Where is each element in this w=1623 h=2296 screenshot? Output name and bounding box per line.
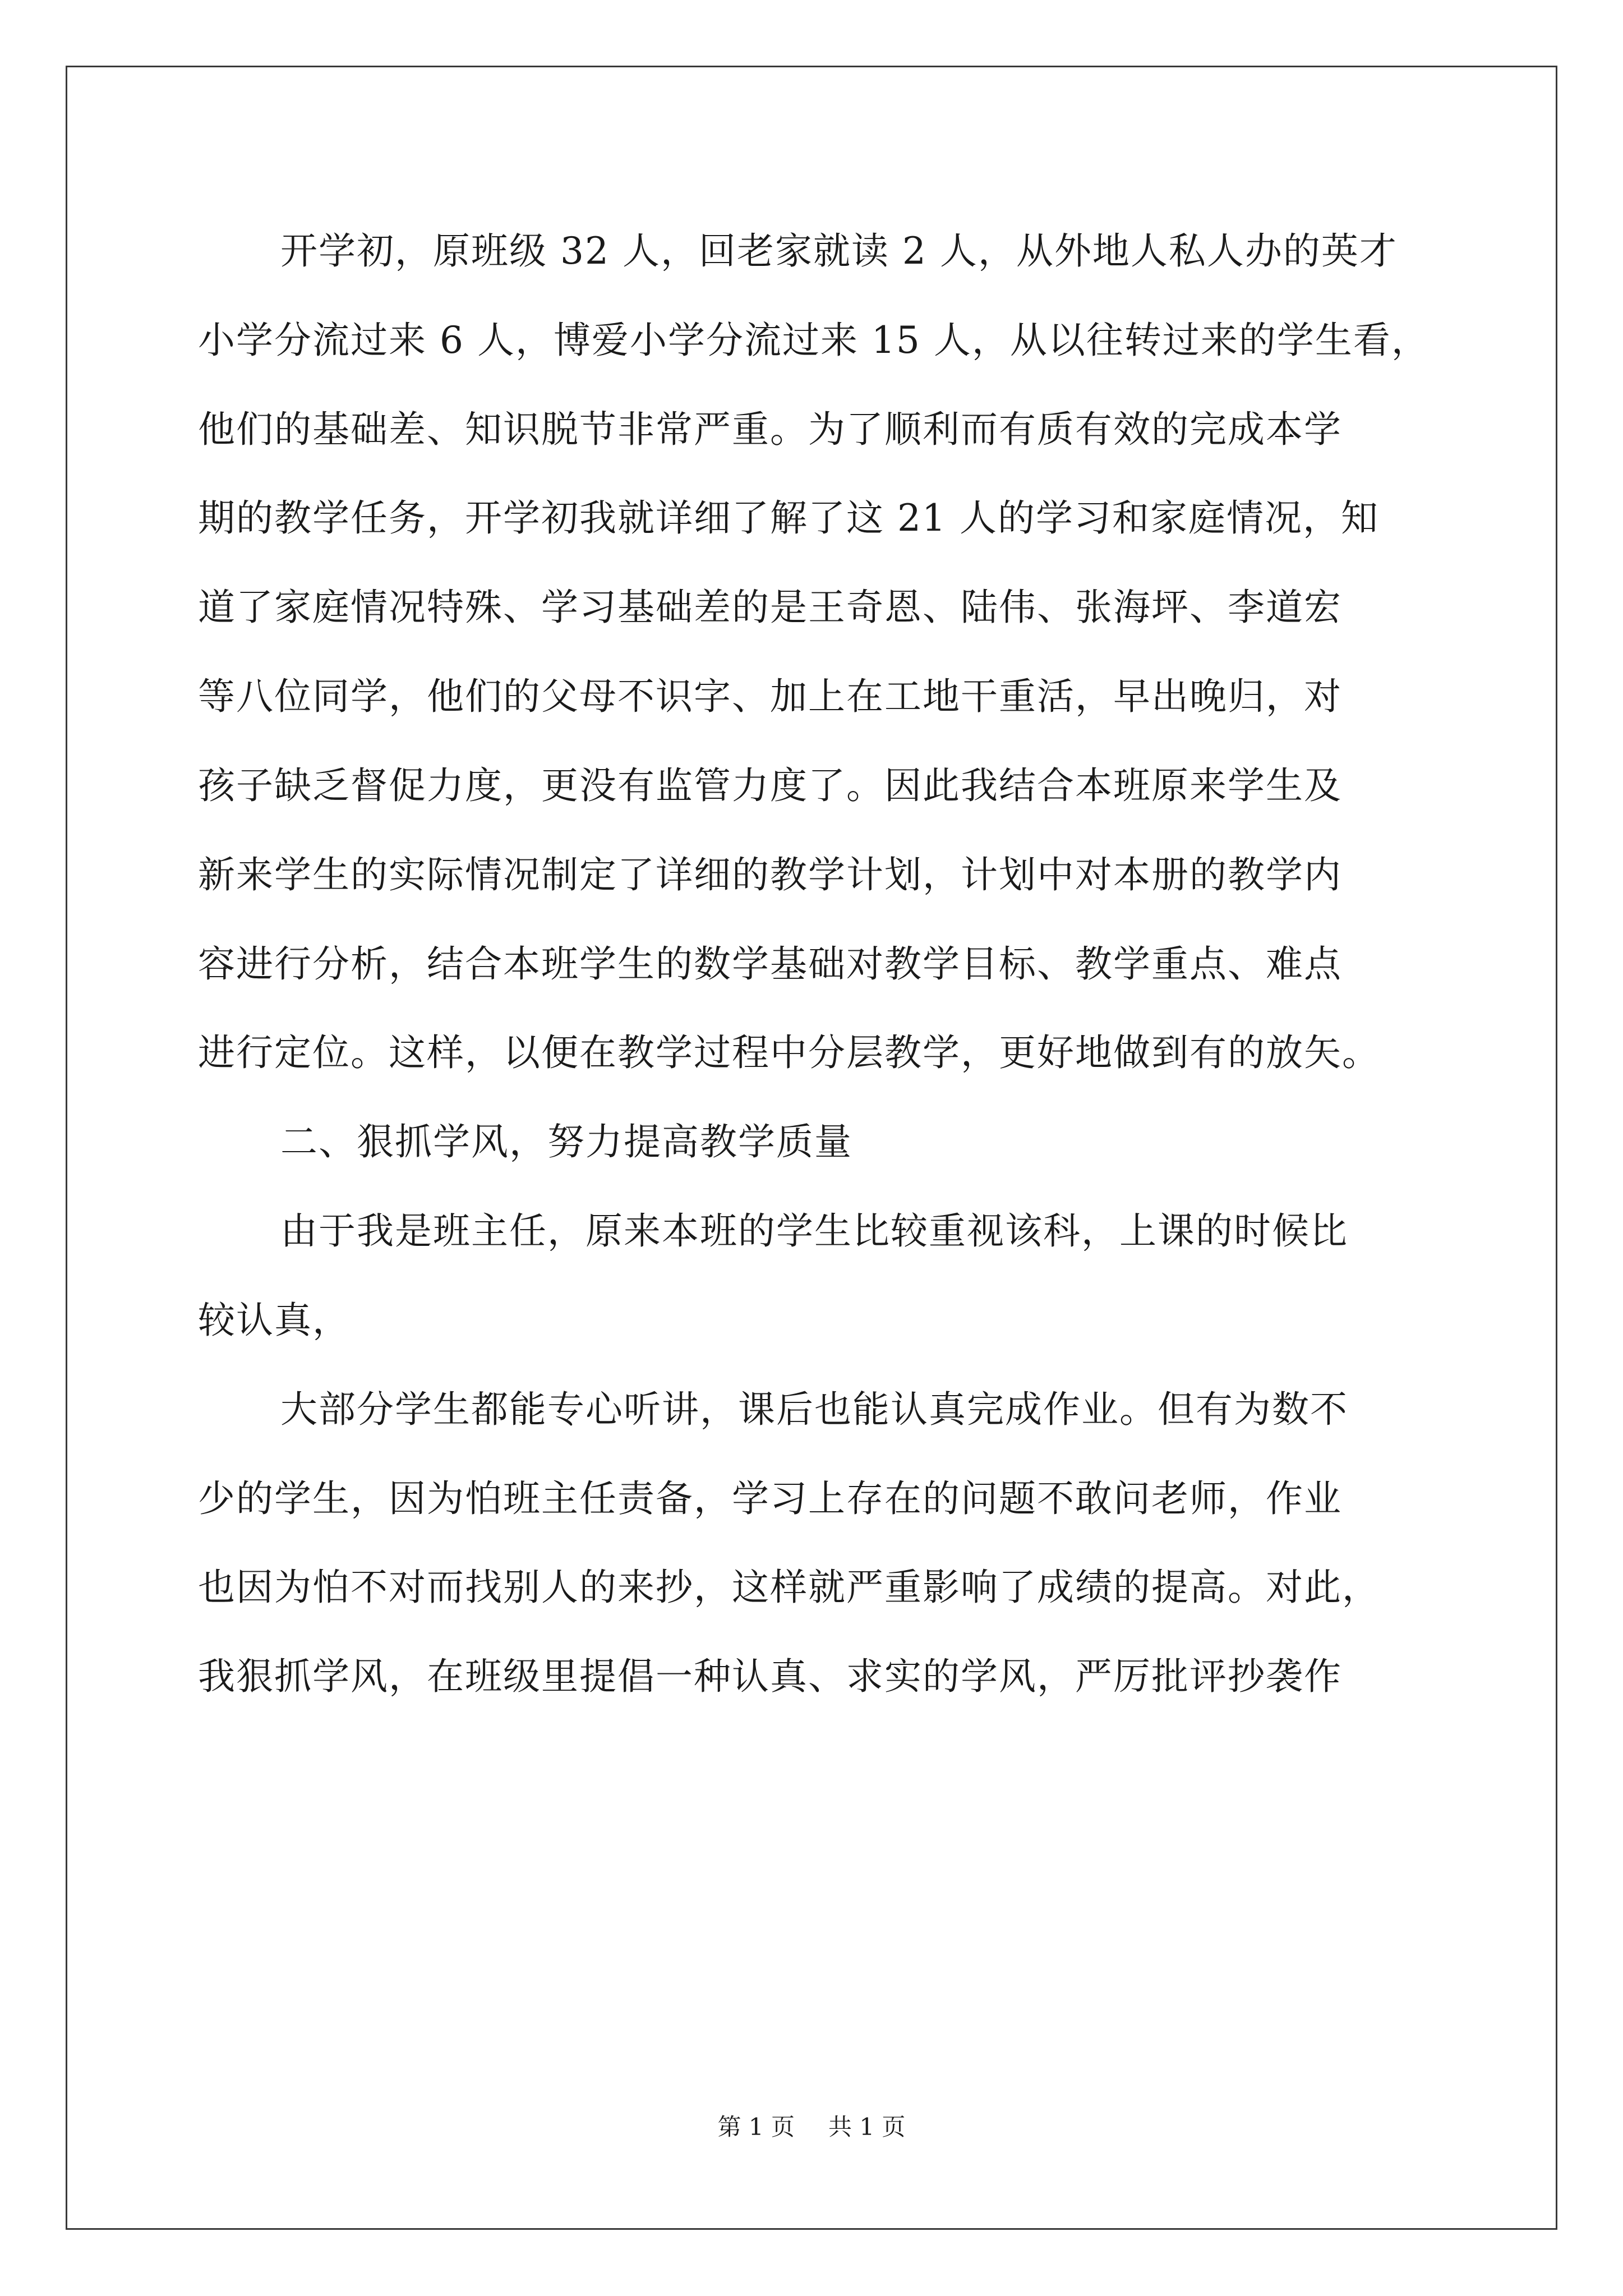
- paragraph-line: 我狠抓学风，在班级里提倡一种认真、求实的学风，严厉批评抄袭作: [198, 1655, 1342, 1698]
- paragraph-line: 进行定位。这样，以便在教学过程中分层教学，更好地做到有的放矢。: [198, 1031, 1380, 1074]
- paragraph-line: 开学初，原班级 32 人，回老家就读 2 人，从外地人私人办的英才: [280, 229, 1398, 273]
- paragraph-line: 孩子缺乏督促力度，更没有监管力度了。因此我结合本班原来学生及: [198, 764, 1342, 807]
- paragraph-line: 他们的基础差、知识脱节非常严重。为了顺利而有质有效的完成本学: [198, 408, 1342, 451]
- paragraph-line: 新来学生的实际情况制定了详细的教学计划，计划中对本册的教学内: [198, 853, 1342, 896]
- paragraph-line: 也因为怕不对而找别人的来抄，这样就严重影响了成绩的提高。对此，: [198, 1566, 1380, 1609]
- paragraph-line: 由于我是班主任，原来本班的学生比较重视该科，上课的时候比: [280, 1209, 1348, 1253]
- paragraph-line: 期的教学任务，开学初我就详细了解了这 21 人的学习和家庭情况，知: [198, 496, 1379, 540]
- paragraph-line: 大部分学生都能专心听讲，课后也能认真完成作业。但有为数不: [280, 1388, 1348, 1431]
- paragraph-line: 等八位同学，他们的父母不识字、加上在工地干重活，早出晚归，对: [198, 675, 1342, 718]
- page-total: 共 1 页: [828, 2113, 906, 2141]
- page-number: 第 1 页: [717, 2113, 795, 2141]
- paragraph-line: 少的学生，因为怕班主任责备，学习上存在的问题不敢问老师，作业: [198, 1477, 1342, 1520]
- paragraph-line: 道了家庭情况特殊、学习基础差的是王奇恩、陆伟、张海坪、李道宏: [198, 586, 1342, 629]
- paragraph-line: 较认真，: [198, 1299, 351, 1342]
- page-footer: [0, 2114, 1623, 2141]
- section-heading: 二、狠抓学风，努力提高教学质量: [280, 1120, 852, 1163]
- paragraph-line: 容进行分析，结合本班学生的数学基础对教学目标、教学重点、难点: [198, 942, 1342, 986]
- paragraph-line: 小学分流过来 6 人，博爱小学分流过来 15 人，从以往转过来的学生看，: [198, 319, 1430, 362]
